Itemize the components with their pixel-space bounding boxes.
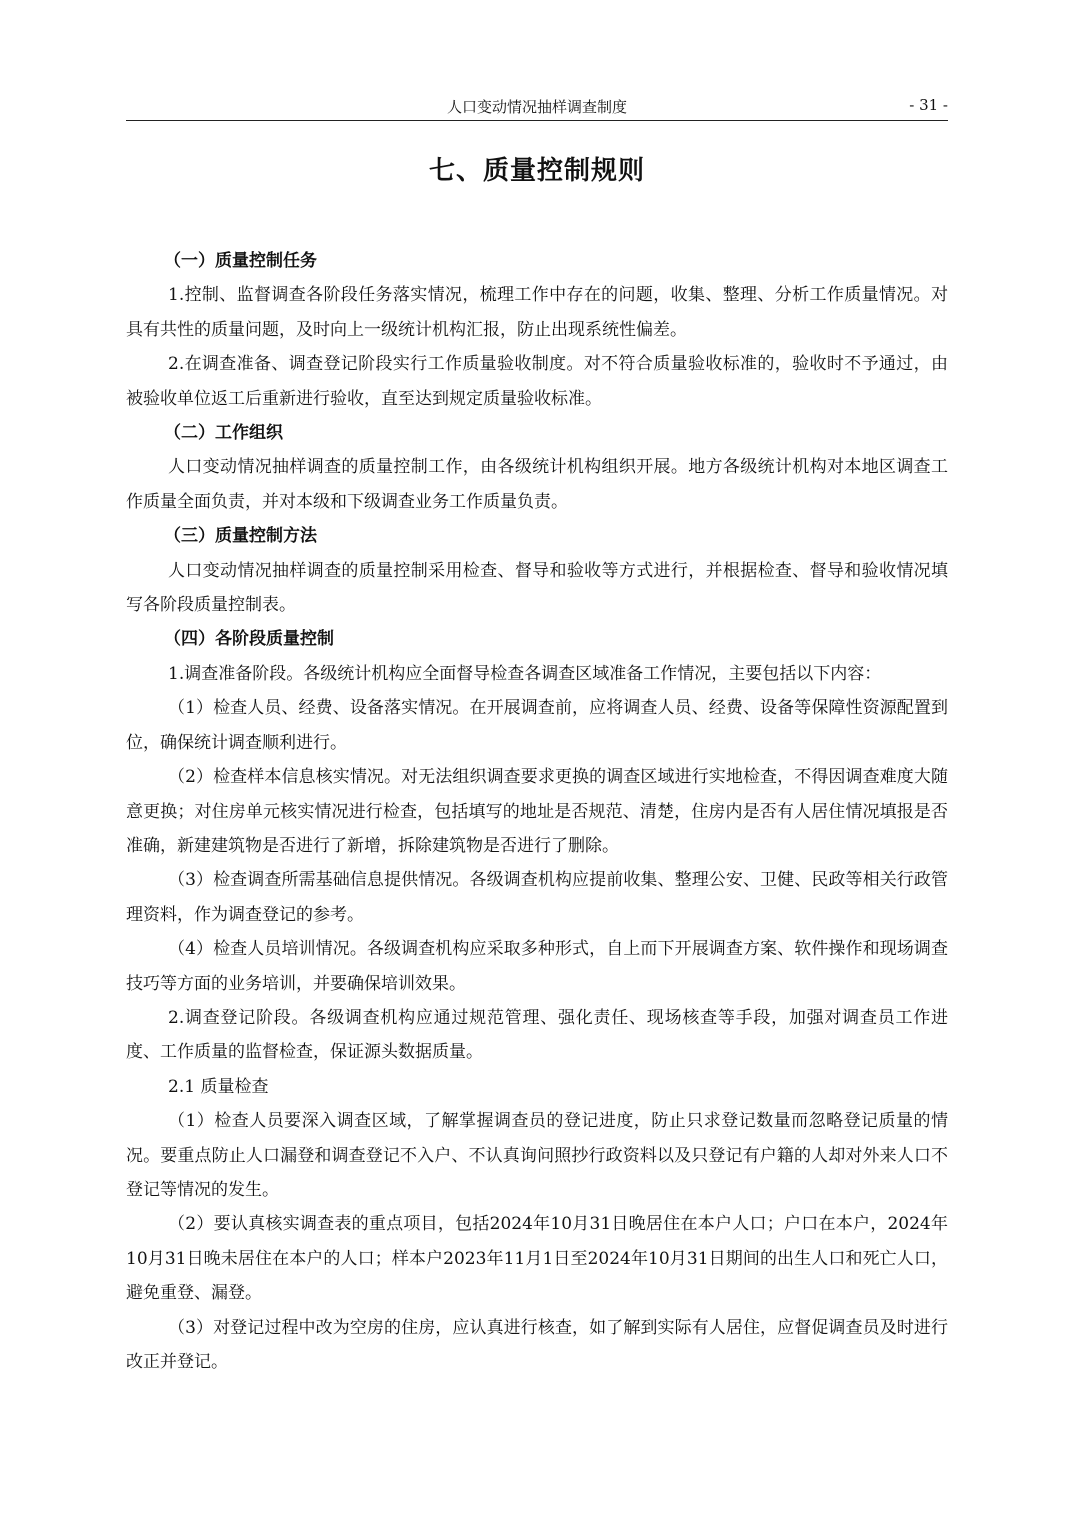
- body-text: [126, 244, 948, 1379]
- paragraph: （1）检查人员要深入调查区域，了解掌握调查员的登记进度，防止只求登记数量而忽略登记质量的情况。要重点防止人口漏登和调查登记不入户、不认真询问照抄行政资料以及只登记有户籍的人却对外来人口不登记等情况的发生。: [126, 1111, 948, 1200]
- section-heading: （三）质量控制方法: [164, 526, 317, 547]
- chapter-title: 七、质量控制规则: [428, 156, 645, 186]
- paragraph: （2）要认真核实调查表的重点项目，包括2024年10月31日晚居住在本户人口；户口在本户，2024年10月31日晚未居住在本户的人口；样本户2023年11月1日至2024年10月31日期间的出生人口和死亡人口，避免重登、漏登。: [126, 1214, 948, 1304]
- paragraph: （2）检查样本信息核实情况。对无法组织调查要求更换的调查区域进行实地检查，不得因调查难度大随意更换；对住房单元核实情况进行检查，包括填写的地址是否规范、清楚，住房内是否有人居住情况填报是否准确，新建建筑物是否进行了新增，拆除建筑物是否进行了删除。: [126, 767, 948, 856]
- page-header: [126, 94, 948, 121]
- paragraph: （3）对登记过程中改为空房的住房，应认真进行核查，如了解到实际有人居住，应督促调查员及时进行改正并登记。: [126, 1317, 948, 1372]
- paragraph: （3）检查调查所需基础信息提供情况。各级调查机构应提前收集、整理公安、卫健、民政等相关行政管理资料，作为调查登记的参考。: [126, 870, 948, 925]
- paragraph: 1.控制、监督调查各阶段任务落实情况，梳理工作中存在的问题，收集、整理、分析工作质量情况。对具有共性的质量问题，及时向上一级统计机构汇报，防止出现系统性偏差。: [126, 285, 948, 340]
- paragraph: 1.调查准备阶段。各级统计机构应全面督导检查各调查区域准备工作情况，主要包括以下内容：: [168, 663, 882, 684]
- paragraph: 2.在调查准备、调查登记阶段实行工作质量验收制度。对不符合质量验收标准的，验收时不予通过，由被验收单位返工后重新进行验收，直至达到规定质量验收标准。: [126, 354, 948, 409]
- section-heading: （四）各阶段质量控制: [164, 629, 334, 650]
- paragraph: （1）检查人员、经费、设备落实情况。在开展调查前，应将调查人员、经费、设备等保障性资源配置到位，确保统计调查顺利进行。: [126, 698, 948, 753]
- running-title: 人口变动情况抽样调查制度: [446, 98, 627, 116]
- page-number: - 31 -: [909, 96, 948, 114]
- paragraph: 人口变动情况抽样调查的质量控制采用检查、督导和验收等方式进行，并根据检查、督导和验收情况填写各阶段质量控制表。: [126, 560, 948, 616]
- section-heading: （二）工作组织: [164, 423, 283, 444]
- paragraph: 人口变动情况抽样调查的质量控制工作，由各级统计机构组织开展。地方各级统计机构对本地区调查工作质量全面负责，并对本级和下级调查业务工作质量负责。: [126, 457, 948, 512]
- subsection-heading: 2.1 质量检查: [168, 1076, 269, 1097]
- paragraph: （4）检查人员培训情况。各级调查机构应采取多种形式，自上而下开展调查方案、软件操作和现场调查技巧等方面的业务培训，并要确保培训效果。: [126, 939, 948, 994]
- section-heading: （一）质量控制任务: [164, 251, 317, 271]
- paragraph: 2.调查登记阶段。各级调查机构应通过规范管理、强化责任、现场核查等手段，加强对调查员工作进度、工作质量的监督检查，保证源头数据质量。: [126, 1007, 948, 1063]
